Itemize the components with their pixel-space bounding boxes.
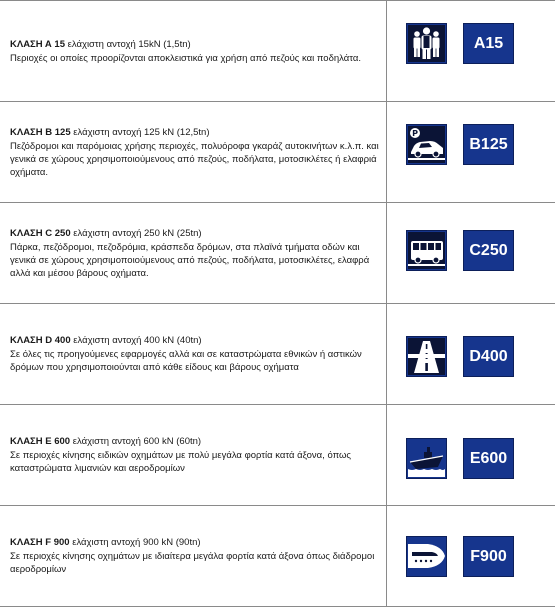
class-description: Σε όλες τις προηγούμενες εφαρμογές αλλά και σε καταστρώματα εθνικών ή αστικών δρόμων που χρησιμοποιούνται από κάθε είδους και βάρους οχήματα (10, 349, 362, 373)
table-row (0, 405, 555, 506)
class-title (10, 536, 380, 549)
svg-text:P: P (412, 129, 418, 138)
class-label: ΚΛΑΣΗ Β 125 (10, 126, 71, 138)
class-description-cell (0, 203, 387, 303)
class-title (10, 227, 380, 240)
class-label: ΚΛΑΣΗ D 400 (10, 335, 71, 346)
class-description: Σε περιοχές κίνησης οχημάτων με ιδιαίτερα μεγάλα φορτία κατά άξονα όπως διάδρομοι αεροδρομίων (10, 551, 375, 575)
class-label: ΚΛΑΣΗ F 900 (10, 537, 70, 548)
class-label: ΚΛΑΣΗ Ε 600 (10, 436, 71, 447)
class-description-cell (0, 506, 387, 606)
load-text: ελάχιστη αντοχή 15kN (1,5tn) (67, 38, 191, 50)
class-label: ΚΛΑΣΗ Α 15 (10, 38, 65, 50)
class-description-cell (0, 1, 387, 101)
class-icons-cell (388, 304, 555, 404)
class-title (10, 126, 380, 139)
bus-icon (406, 230, 447, 271)
pedestrians-icon (406, 23, 447, 64)
class-label: ΚΛΑΣΗ C 250 (10, 227, 71, 239)
class-description: Περιοχές οι οποίες προορίζονται αποκλειστικά για χρήση από πεζούς και ποδηλάτα. (10, 52, 362, 64)
class-description-cell (0, 102, 387, 202)
class-title (10, 334, 380, 347)
class-icons-cell (388, 203, 555, 303)
class-code-badge: F900 (463, 536, 514, 577)
load-text: ελάχιστη αντοχή 125 kN (12,5tn) (73, 126, 210, 138)
class-title (10, 38, 380, 51)
load-text: ελάχιστη αντοχή 250 kN (25tn) (73, 227, 202, 239)
table-row (0, 203, 555, 304)
parking-car-icon (406, 124, 447, 165)
class-description-cell (0, 304, 387, 404)
class-icons-cell (388, 506, 555, 606)
table-row (0, 102, 555, 203)
class-description-cell (0, 405, 387, 505)
class-code-badge: D400 (463, 336, 514, 377)
class-description: Πάρκα, πεζόδρομοι, πεζοδρόμια, κράσπεδα δρόμων, στα πλαϊνά τμήματα οδών και γενικά σε χώρους χρησιμοποιούμενους από πεζούς, ποδήλατα, μοτοσικλέτες, ελαφρά αλλά και μέσου βάρους οχήματα. (10, 241, 370, 279)
class-code-badge: E600 (463, 438, 514, 479)
table-row (0, 506, 555, 607)
class-code-badge: C250 (463, 230, 514, 271)
class-icons-cell (388, 1, 555, 101)
class-description: Σε περιοχές κίνησης ειδικών οχημάτων με πολύ μεγάλα φορτία κατά άξονα, όπως καταστρώματα λιμανιών και αεροδρομίων (10, 450, 352, 474)
highway-icon (406, 336, 447, 377)
class-icons-cell (388, 405, 555, 505)
class-title (10, 435, 380, 448)
load-text: ελάχιστη αντοχή 900 kN (90tn) (72, 537, 201, 548)
ship-icon (406, 438, 447, 479)
class-description: Πεζόδρομοι και παρόμοιας χρήσης περιοχές, πολυόροφα γκαράζ αυτοκινήτων κ.λ.π. και γενικά σε χώρους χρησιμοποιούμενους από πεζούς, ποδήλατα, μοτοσικλέτες ή ελαφριά οχήματα. (10, 140, 379, 178)
load-text: ελάχιστη αντοχή 400 kN (40tn) (73, 335, 202, 346)
class-code-badge: B125 (463, 124, 514, 165)
table-row (0, 304, 555, 405)
table-row (0, 1, 555, 102)
load-text: ελάχιστη αντοχή 600 kN (60tn) (72, 436, 202, 447)
class-code-badge: A15 (463, 23, 514, 64)
airplane-icon (406, 536, 447, 577)
class-icons-cell (388, 102, 555, 202)
